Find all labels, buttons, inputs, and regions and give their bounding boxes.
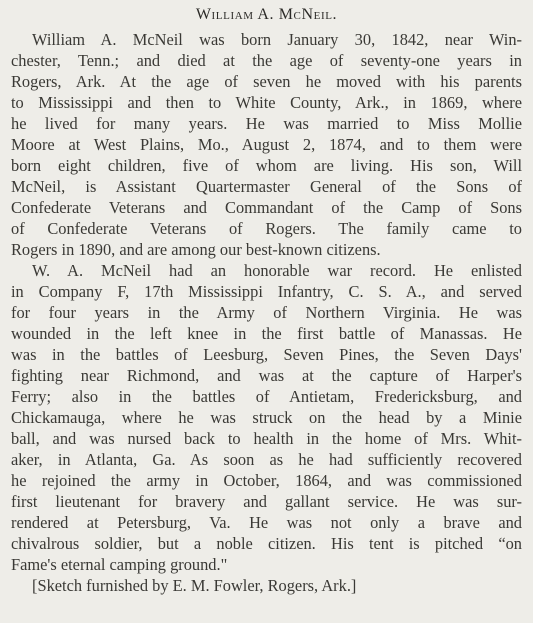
- paragraph-1-line-7: born eight children, five of whom are living. His son, Will: [11, 156, 522, 175]
- paragraph-2-line-2: in Company F, 17th Mississippi Infantry, C. S. A., and served: [11, 282, 522, 301]
- page-title: William A. McNeil.: [195, 6, 338, 23]
- paragraph-1-line-4: to Mississippi and then to White County, Ark., in 1869, where: [11, 93, 522, 112]
- paragraph-1-line-5: he lived for many years. He was married to Miss Mollie: [11, 114, 522, 133]
- paragraph-2-line-15: Fame's eternal camping ground.": [11, 555, 228, 574]
- paragraph-2-line-14: chivalrous soldier, but a noble citizen. His tent is pitched “on: [11, 534, 522, 553]
- paragraph-1-line-1: William A. McNeil was born January 30, 1842, near Win-: [32, 30, 522, 49]
- paragraph-2-line-9: ball, and was nursed back to health in the home of Mrs. Whit-: [11, 429, 522, 448]
- sketch-credit: [Sketch furnished by E. M. Fowler, Rogers, Ark.]: [32, 576, 357, 595]
- paragraph-2-line-13: rendered at Petersburg, Va. He was not only a brave and: [11, 513, 522, 532]
- paragraph-2-line-12: first lieutenant for bravery and gallant service. He was sur-: [11, 492, 522, 511]
- paragraph-2-line-5: was in the battles of Leesburg, Seven Pines, the Seven Days': [11, 345, 522, 364]
- paragraph-2-line-4: wounded in the left knee in the first battle of Manassas. He: [11, 324, 522, 343]
- paragraph-2-line-3: for four years in the Army of Northern Virginia. He was: [11, 303, 522, 322]
- paragraph-2-line-7: Ferry; also in the battles of Antietam, Fredericksburg, and: [11, 387, 522, 406]
- paragraph-1-line-3: Rogers, Ark. At the age of seven he moved with his parents: [11, 72, 522, 91]
- paragraph-1-line-6: Moore at West Plains, Mo., August 2, 1874, and to them were: [11, 135, 522, 154]
- paragraph-2-line-8: Chickamauga, where he was struck on the head by a Minie: [11, 408, 522, 427]
- paragraph-1-line-2: chester, Tenn.; and died at the age of seventy-one years in: [11, 51, 522, 70]
- paragraph-1-line-8: McNeil, is Assistant Quartermaster General of the Sons of: [11, 177, 522, 196]
- paragraph-2-line-6: fighting near Richmond, and was at the capture of Harper's: [11, 366, 522, 385]
- paragraph-1-line-9: Confederate Veterans and Commandant of the Camp of Sons: [11, 198, 522, 217]
- paragraph-1-line-10: of Confederate Veterans of Rogers. The family came to: [11, 219, 522, 238]
- paragraph-2-line-10: aker, in Atlanta, Ga. As soon as he had sufficiently recovered: [11, 450, 522, 469]
- paragraph-2-line-11: he rejoined the army in October, 1864, and was commissioned: [11, 471, 522, 490]
- paragraph-2-line-1: W. A. McNeil had an honorable war record. He enlisted: [32, 261, 522, 280]
- paragraph-1-line-11: Rogers in 1890, and are among our best-known citizens.: [11, 240, 381, 259]
